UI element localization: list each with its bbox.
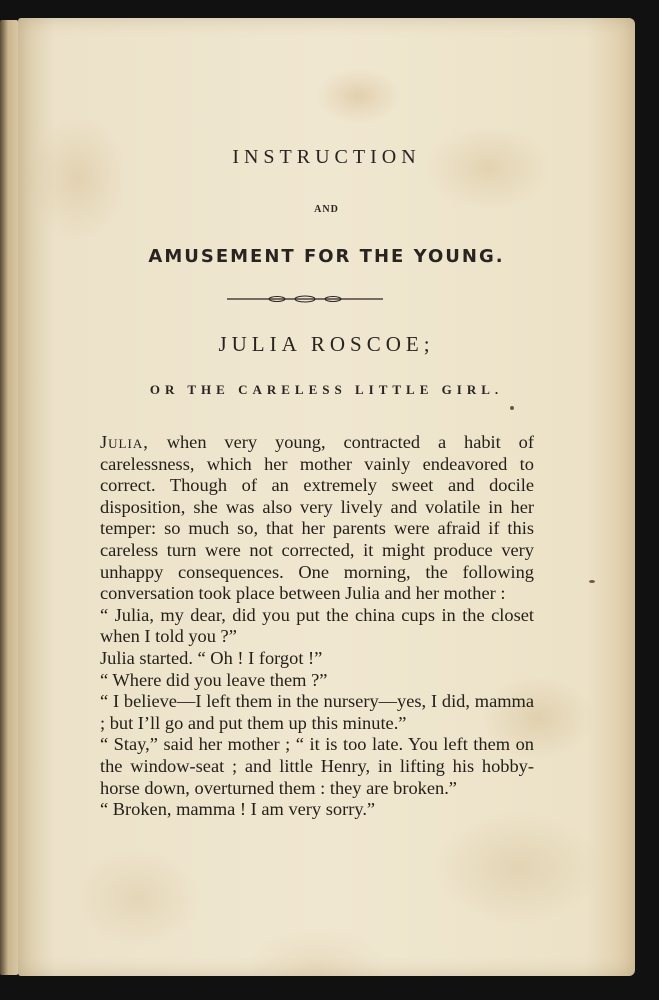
opening-word: Julia,: [100, 432, 149, 452]
opening-paragraph-text: when very young, contracted a habit of carelessness, which her mother vainly endeavored to correct. Though of an extremely sweet and docile disposition, she was also very lively and volatile in her temper: so much so, that her parents were afraid if this careless turn were not corrected, it might produce very unhappy consequences. One morning, the following conversation took place between Julia and her mother :: [100, 432, 534, 604]
body-text: [100, 432, 534, 821]
adjacent-page-edge: [0, 20, 18, 975]
series-title-line1: INSTRUCTION: [232, 146, 421, 168]
series-title-line2: AND: [314, 204, 339, 215]
decorative-rule-ornament: [227, 294, 383, 304]
dialogue-line: “ Julia, my dear, did you put the china cups in the closet when I told you ?”: [100, 604, 534, 647]
chapter-title: JULIA ROSCOE;: [218, 332, 435, 356]
dialogue-line: “ I believe—I left them in the nursery—yes, I did, mamma ; but I’ll go and put them up this minute.”: [100, 691, 534, 733]
series-title-line3: AMUSEMENT FOR THE YOUNG.: [148, 246, 505, 267]
paper-fleck: [589, 580, 595, 583]
book-page: [18, 18, 635, 976]
opening-paragraph: [100, 432, 534, 605]
paper-fleck: [510, 406, 514, 410]
dialogue-line: Julia started. “ Oh ! I forgot !”: [100, 647, 323, 668]
dialogue-line: “ Broken, mamma ! I am very sorry.”: [100, 799, 376, 820]
dialogue-line: “ Where did you leave them ?”: [100, 669, 328, 690]
dialogue-line: “ Stay,” said her mother ; “ it is too late. You left them on the window-seat ; and little Henry, in lifting his hobby-horse down, overturned them : they are broken.”: [100, 734, 534, 798]
chapter-subtitle: OR THE CARELESS LITTLE GIRL.: [149, 382, 504, 397]
